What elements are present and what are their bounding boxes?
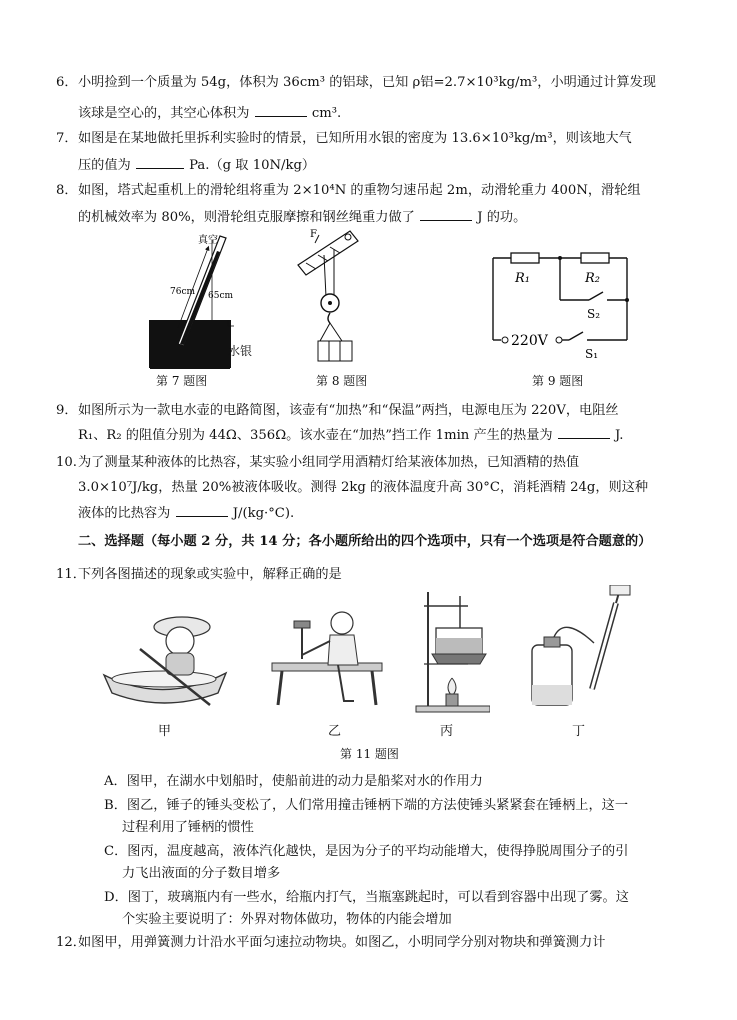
vacuum-label: 真空 bbox=[198, 235, 218, 246]
answer-blank-8[interactable] bbox=[420, 206, 472, 221]
r2-label: R₂ bbox=[585, 271, 600, 286]
switch-s1 bbox=[569, 332, 583, 340]
mercury-label: 水银 bbox=[228, 344, 253, 358]
voltage-label: 220V bbox=[511, 333, 548, 349]
option-c[interactable]: C．图丙，温度越高，液体汽化越快，是因为分子的平均动能增大，使得挣脱周围分子的引 bbox=[104, 844, 629, 859]
figure-label-ding: 丁 bbox=[572, 724, 586, 739]
question-10: 10. 为了测量某种液体的比热容，某实验小组同学用酒精灯给某液体加热，已知酒精的热值 bbox=[56, 455, 580, 470]
question-9-cont: R₁、R₂ 的阻值分别为 44Ω、356Ω。该水壶在“加热”挡工作 1min 产生的热量为 J. bbox=[78, 424, 623, 443]
length-65-label: 65cm bbox=[208, 291, 234, 301]
question-8: 8． 如图，塔式起重机上的滑轮组将重为 2×10⁴N 的重物匀速吊起 2m，动滑轮重力 400N，滑轮组 bbox=[56, 183, 641, 198]
figure-label-jia: 甲 bbox=[158, 724, 172, 739]
figure-11-caption: 第 11 题图 bbox=[340, 747, 399, 761]
figure-11-yi-hammer bbox=[268, 605, 386, 715]
answer-blank-7[interactable] bbox=[136, 154, 184, 169]
switch-s2 bbox=[589, 292, 603, 300]
question-6-cont: 该球是空心的，其空心体积为 cm³. bbox=[78, 102, 341, 121]
answer-blank-9[interactable] bbox=[558, 424, 610, 439]
question-8-cont: 的机械效率为 80%，则滑轮组克服摩擦和钢丝绳重力做了 J 的功。 bbox=[78, 206, 526, 225]
figure-7-caption: 第 7 题图 bbox=[156, 374, 208, 388]
figure-11-bing-evaporation bbox=[410, 588, 490, 716]
option-c-cont: 力飞出液面的分子数目增多 bbox=[122, 866, 281, 881]
section-2-heading: 二、选择题（每小题 2 分，共 14 分；各小题所给出的四个选项中，只有一个选项是符合题意的） bbox=[78, 534, 652, 549]
answer-blank-6[interactable] bbox=[255, 102, 307, 117]
s2-label: S₂ bbox=[587, 307, 601, 321]
question-7-cont: 压的值为 Pa.（g 取 10N/kg） bbox=[78, 154, 315, 173]
question-10-cont-b: 液体的比热容为 J/(kg·°C). bbox=[78, 502, 294, 521]
option-d[interactable]: D．图丁，玻璃瓶内有一些水，给瓶内打气，当瓶塞跳起时，可以看到容器中出现了雾。这 bbox=[104, 890, 629, 905]
figure-11-ding-bottle bbox=[524, 585, 634, 715]
option-b-cont: 过程利用了锤柄的惯性 bbox=[122, 820, 254, 835]
question-7: 7． 如图是在某地做托里拆利实验时的情景，已知所用水银的密度为 13.6×10³kg/m³，则该地大气 bbox=[56, 131, 632, 146]
figure-9-circuit bbox=[485, 248, 635, 363]
figure-8-caption: 第 8 题图 bbox=[316, 374, 368, 388]
force-label: F bbox=[310, 229, 317, 240]
figure-11-jia-boat bbox=[100, 605, 230, 715]
resistor-r1 bbox=[511, 253, 539, 263]
question-6: 6． 小明捡到一个质量为 54g，体积为 36cm³ 的铝球，已知 ρ铝=2.7×10³kg/m³，小明通过计算发现 bbox=[56, 75, 656, 90]
resistor-r2 bbox=[581, 253, 609, 263]
question-11: 11． 下列各图描述的现象或实验中，解释正确的是 bbox=[56, 567, 342, 582]
option-a[interactable]: A．图甲，在湖水中划船时，使船前进的动力是船桨对水的作用力 bbox=[104, 774, 483, 789]
figure-9-caption: 第 9 题图 bbox=[532, 374, 584, 388]
figure-label-bing: 丙 bbox=[440, 724, 454, 739]
figure-label-yi: 乙 bbox=[328, 724, 342, 739]
s1-label: S₁ bbox=[585, 347, 599, 361]
question-10-cont-a: 3.0×10⁷J/kg，热量 20%被液体吸收。测得 2kg 的液体温度升高 30°C，消耗酒精 24g，则这种 bbox=[78, 480, 649, 495]
r1-label: R₁ bbox=[515, 271, 530, 286]
figure-8-pulley bbox=[288, 225, 368, 365]
question-12: 12． 如图甲，用弹簧测力计沿水平面匀速拉动物块。如图乙，小明同学分别对物块和弹簧测力计 bbox=[56, 935, 606, 950]
option-d-cont: 个实验主要说明了：外界对物体做功，物体的内能会增加 bbox=[122, 912, 452, 927]
answer-blank-10[interactable] bbox=[176, 502, 228, 517]
question-9: 9． 如图所示为一款电水壶的电路简图，该壶有“加热”和“保温”两挡，电源电压为 220V，电阻丝 bbox=[56, 403, 619, 418]
option-b[interactable]: B．图乙，锤子的锤头变松了，人们常用撞击锤柄下端的方法使锤头紧紧套在锤柄上，这一 bbox=[104, 798, 628, 813]
length-76-label: 76cm bbox=[170, 287, 196, 297]
